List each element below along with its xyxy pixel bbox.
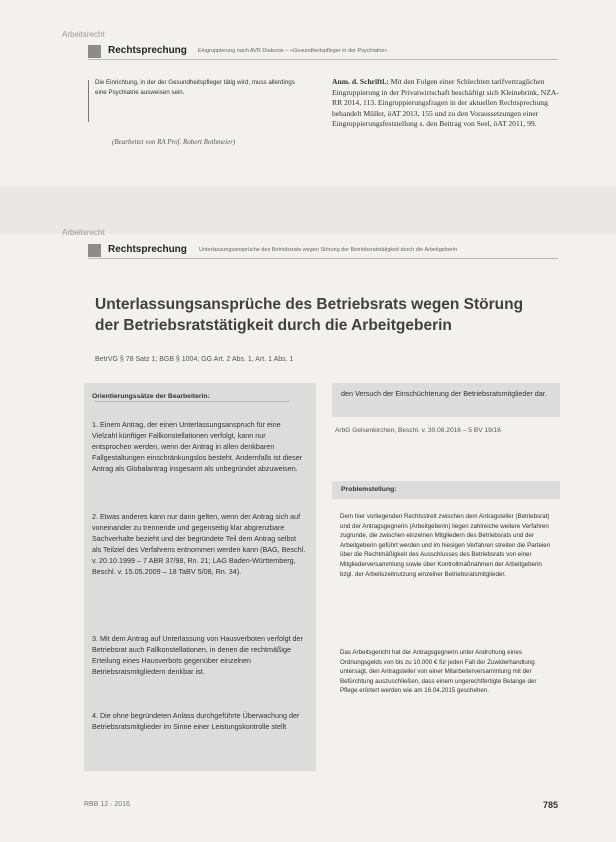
author-note-label: Anm. d. Schriftl.: (332, 77, 389, 86)
main-band-bg (0, 186, 616, 234)
orientation-item-1: 1. Einem Antrag, der einen Unterlassungsanspruch für eine Vielzahl künftiger Fallkonstellationen verfolgt, kann nur entsprochen werden, wenn der Antrag in allen denkbaren Fallgestaltungen einschränkungslos besteht. Andernfalls ist dieser Antrag als Globalantrag insgesamt als unbegründet abzuweisen. (92, 420, 303, 473)
section-subtitle-main: Unterlassungsansprüche des Betriebsrats wegen Störung der Betriebsratstätigkeit durch die Arbeitgeberin (199, 247, 458, 253)
law-references: BetrVG § 78 Satz 1; BGB § 1004; GG Art. 2 Abs. 1, Art. 1 Abs. 1 (95, 356, 294, 363)
problem-heading: Problemstellung: (341, 486, 397, 493)
article-title-line-1: Unterlassungsansprüche des Betriebsrats wegen Störung (95, 296, 524, 313)
page-number: 785 (543, 800, 559, 810)
orientation-heading: Orientierungssätze der Bearbeiterin: (92, 393, 210, 400)
section-title-top: Rechtsprechung (108, 45, 187, 56)
orientation-item-2: 2. Etwas anderes kann nur dann gelten, wenn der Antrag sich auf voneinander zu trennende und gegenseitig klar abgrenzbare Sachverhalte bezieht und der begründete Teil dem Antrag selbst als Teilziel des Verfahrens entnommen werden kann (BAG, Beschl. v. 20.10.1999 – 7 ABR 37/98, Rn. 21; LAG Baden-Württemberg, Beschl. v. 15.05.2009 – 18 TaBV 5/08, Rn. 34). (92, 512, 306, 576)
problem-heading-bar (332, 481, 560, 499)
orientation-heading-rule (94, 401, 290, 402)
orientation-continuation: den Versuch der Einschüchterung der Betriebsratsmitglieder dar. (341, 389, 547, 398)
band-label-main: Arbeitsrecht (62, 228, 105, 237)
orientation-item-4: 4. Die ohne begründeten Anlass durchgeführte Überwachung der Betriebsratsmitglieder im Sinne einer Leistungskontrolle stellt (92, 711, 300, 731)
orientation-continuation-box (332, 383, 560, 417)
section-rule-top (88, 59, 558, 60)
author-note-text: Mit den Folgen einer Schlechten tarifvertraglichen Eingruppierung in der Privatwirtschaft beschäftigt sich Kleinebrink, NZA-RR 2014, 113. Eingruppierungsfragen in der aktuellen Rechtsprechung behandelt Müller, öAT 2013, 155 und zu den Voraussetzungen einer Eingruppierungsfeststellung s. den Beitrag von Seel, öAT 2011, 99. (332, 77, 559, 129)
article-title-line-2: der Betriebsratstätigkeit durch die Arbeitgeberin (95, 317, 452, 334)
footer-journal: RBB 12 · 2016 (84, 801, 130, 808)
section-title-main: Rechtsprechung (108, 244, 187, 255)
editor-note: (Bearbeitet von RA Prof. Robert Rothmeier) (112, 138, 236, 146)
section-square-icon (88, 45, 101, 58)
problem-paragraph-1: Dem hier vorliegenden Rechtsstreit zwischen dem Antragsteller (Betriebsrat) und der Antragsgegnerin (Arbeitgeberin) liegen zahlreiche weitere Verfahren zugrunde, die zwischen einzelnen Mitgliedern des Betriebsrats und der Arbeitgeberin geführt werden und im hiesigen Verfahren streiten die Parteien über die Rechtmäßigkeit des Ausschlusses des Betriebsrats von einer Mitgliederversammlung sowie über Kontrollmaßnahmen der Arbeitgeberin bzgl. der Arbeitszeitnutzung einzelner Betriebsratsmitglieder. (340, 513, 551, 578)
problem-paragraph-2: Das Arbeitsgericht hat der Antragsgegnerin unter Androhung eines Ordnungsgelds von bis zu 10.000 € für jeden Fall der Zuwiderhandlung untersagt, den Antragsteller von einer Mitarbeiterversammlung mit der Befürchtung auszuschließen, dass einem ungerechtfertigte Belange der Pflege erörtert werden wie am 16.04.2015 geschehen. (340, 649, 537, 695)
section-rule-main (88, 258, 558, 259)
author-note (332, 77, 560, 130)
orientation-item-3: 3. Mit dem Antrag auf Unterlassung von Hausverboten verfolgt der Betriebsrat auch Fallkonstellationen, in denen die rechtmäßige Erteilung eines Hausverbots gegenüber einzelnen Betriebsratsmitgliedern denkbar ist. (92, 634, 303, 676)
article-title (95, 294, 570, 336)
band-label-top: Arbeitsrecht (62, 30, 105, 39)
section-subtitle-top: Eingruppierung nach AVR Diakonie – »Gesundheitspfleger in der Psychiatrie« (198, 48, 388, 54)
section-square-icon-main (88, 244, 101, 257)
orientation-box (84, 383, 316, 771)
court-citation: ArbG Gelsenkirchen, Beschl. v. 30.08.2016 – 5 BV 19/16 (335, 427, 501, 434)
top-left-text: Die Einrichtung, in der der Gesundheitspfleger tätig wird, muss allerdings eine Psychiatrie ausweisen sein. (95, 79, 295, 96)
left-margin-rule (88, 80, 89, 122)
